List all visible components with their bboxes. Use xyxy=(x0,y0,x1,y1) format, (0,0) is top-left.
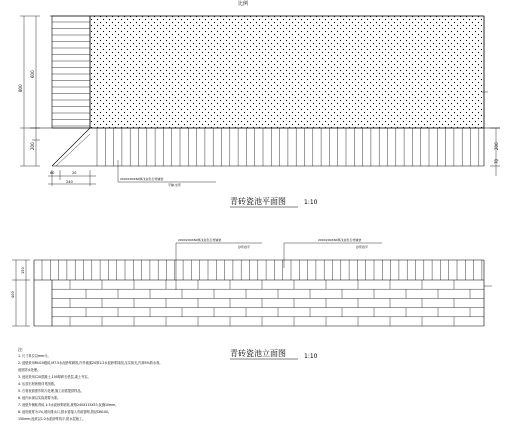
dim-bottom-b: 20 xyxy=(72,171,77,175)
dim-bottom-c: 240 xyxy=(66,180,73,184)
note-item: 1. 尺寸单位以mm计。 xyxy=(18,354,51,358)
dim-left-lower: 200 xyxy=(30,142,35,150)
dim-right-a: 200 xyxy=(494,142,499,150)
dim-left-upper: 600 xyxy=(30,70,35,78)
note-item: 池底防水处理。 xyxy=(18,368,41,372)
elev-callout-right: 200X200X60厚浅灰色石材铺装 xyxy=(318,238,362,242)
elevation-scale: 1:10 xyxy=(304,353,318,360)
note-item: 5. 石材表面需作防污处理,施工前需提供样品。 xyxy=(18,389,84,393)
elev-dim-lower: 400 xyxy=(11,291,15,298)
pool-interior xyxy=(90,16,484,128)
plan-scale: 1:10 xyxy=(304,199,318,206)
notes-heading: 注: xyxy=(18,347,24,352)
elev-callout-left-sub: 砂浆找平 xyxy=(238,245,251,249)
dim-right-b: 70 xyxy=(494,158,499,164)
dim-left-total: 800 xyxy=(18,84,23,92)
note-item: 8. 池底坡度为1%,坡向排水口,排水管接入市政管网,管径DN100。 xyxy=(18,410,112,414)
note-item: 6. 池内水深以实际需要为准。 xyxy=(18,396,61,400)
note-item: 3. 池底采用C20混凝土,100厚碎石垫层,素土夯实。 xyxy=(18,375,91,379)
plan-view xyxy=(18,16,500,207)
elev-callout-right-sub: 砂浆找平 xyxy=(356,245,369,249)
note-item: 150mm,池底以1:2水泥砂浆找平,防水层施工。 xyxy=(18,417,86,421)
elevation-view xyxy=(11,237,492,360)
note-item: 4. 压顶石材规格详见图纸。 xyxy=(18,382,58,386)
plan-callout: 200X200X60厚浅灰色石材铺装 xyxy=(120,177,164,181)
elev-callout-left: 200X200X60厚浅灰色石材铺装 xyxy=(178,238,222,242)
elev-dim-upper: 150 xyxy=(21,267,25,274)
note-item: 2. 池壁采用MU10级砖,M7.5水泥砂浆砌筑,内外墙面20厚1:2水泥砂浆抹面,压实抹光,内掺5%防水剂。 xyxy=(18,361,163,365)
note-item: 7. 池壁外侧贴青砖,1:3水泥砂浆粘贴,规格240X115X53,灰缝10mm。 xyxy=(18,403,119,407)
top-label: 比例 xyxy=(238,1,249,7)
plan-callout-sub: 平铺,坐浆 xyxy=(168,183,181,187)
dim-bottom-a: 60 xyxy=(50,171,55,175)
notes xyxy=(18,346,488,423)
plan-title: 青砖瓷池平面图 xyxy=(230,197,286,206)
elevation-title: 青砖瓷池立面图 xyxy=(230,349,286,358)
